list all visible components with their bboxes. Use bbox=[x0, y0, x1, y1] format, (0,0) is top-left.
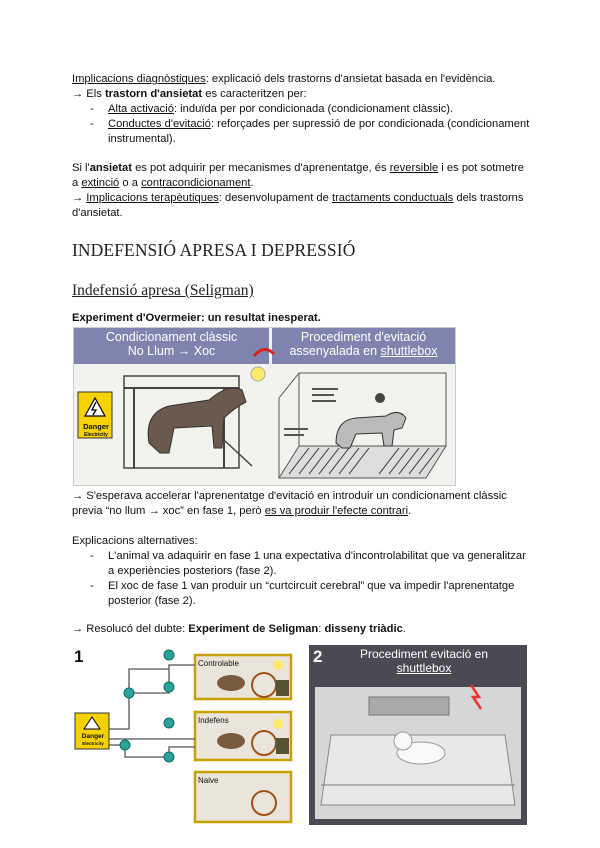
figure-number-1: 1 bbox=[74, 647, 84, 666]
intro-line-1: Implicacions diagnòstiques: explicació dels trastorns d'ansietat basada en l'evidència. bbox=[72, 73, 496, 85]
figure-overmeier bbox=[73, 327, 456, 486]
paragraph-ansietat: Si l'ansietat es pot adquirir per mecanismes d'aprenentatge, és reversible i es pot sotmetre a extinció o a contracondicionament. → Implicacions terapèutiques: desenvolupament de tractaments conductuals dels trastorns d'ansietat. bbox=[72, 162, 525, 219]
figure-number-2: 2 bbox=[313, 647, 323, 666]
intro-bullet: - Alta activació: induïda per por condicionada (condicionament clàssic). bbox=[90, 103, 454, 115]
figure1-illustration bbox=[74, 328, 455, 485]
alt-bullet: - L'animal va adaquirir en fase 1 una expectativa d'incontrolabilitat que va generalitzar a experiències posteriors (fase 2). bbox=[90, 550, 526, 577]
alt-bullet: - El xoc de fase 1 van produir un “curtcircuit cerebral” que va impedir l'aprenentatge posterior (fase 2). bbox=[90, 580, 515, 607]
subsection-heading: Indefensió apresa (Seligman) bbox=[72, 282, 254, 299]
box-label: Indefens bbox=[198, 716, 229, 725]
danger-label: Danger Electricity bbox=[83, 422, 109, 438]
intro-line-2: → Els trastorn d'ansietat es caracteritzen per: bbox=[72, 88, 307, 100]
alt-title: Explicacions alternatives: bbox=[72, 535, 198, 547]
paragraph-result: → S'esperava accelerar l'aprenentatge d'evitació en introduir un condicionament clàssic previa “no llum → xoc” en fase 1, però es va produir l'efecte contrari. bbox=[72, 490, 507, 517]
intro-bullet: - Conductes d'evitació: reforçades per supressió de por condicionada (condicionament instrumental). bbox=[90, 118, 530, 145]
box-label: Naive bbox=[198, 776, 219, 785]
figure-seligman bbox=[69, 645, 527, 825]
box-label: Controlable bbox=[198, 659, 239, 668]
figure-right-title: Procediment d'evitació assenyalada en shuttlebox bbox=[272, 328, 455, 364]
figure-left-title: Condicionament clàssic No Llum → Xoc bbox=[74, 328, 269, 364]
intro-label: Implicacions diagnòstiques bbox=[72, 73, 206, 85]
danger-label: Danger Electricity bbox=[81, 733, 105, 746]
experiment-title: Experiment d'Overmeier: un resultat inesperat. bbox=[72, 312, 321, 324]
resolved-line: → Resolucó del dubte: Experiment de Seligman: disseny triàdic. bbox=[72, 623, 406, 635]
section-heading: INDEFENSIÓ APRESA I DEPRESSIÓ bbox=[72, 240, 356, 260]
switch-icon bbox=[164, 650, 174, 660]
figure2-right-title: Procediment evitació en shuttlebox bbox=[359, 647, 489, 675]
